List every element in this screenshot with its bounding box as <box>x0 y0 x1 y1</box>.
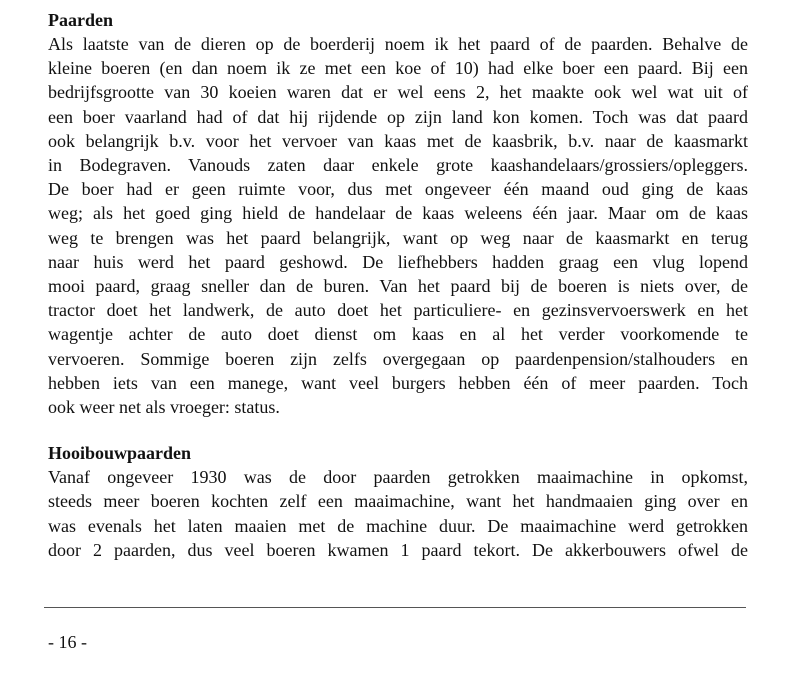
text-line: ook belangrijk b.v. voor het vervoer van kaas met de kaasbrik, b.v. naar de kaasmarkt <box>48 130 748 151</box>
section-heading-paarden: Paarden <box>48 10 113 30</box>
document-page <box>48 8 748 562</box>
page-number: - 16 - <box>48 632 87 652</box>
text-line: weg te brengen was het paard belangrijk, want op weg naar de kaasmarkt en terug <box>48 227 748 248</box>
footer-divider <box>44 607 746 608</box>
text-line: naar huis werd het paard geshowd. De liefhebbers hadden graag een vlug lopend <box>48 251 748 272</box>
text-line: een boer vaarland had of dat hij rijdende op zijn land kon komen. Toch was dat paard <box>48 106 748 127</box>
text-line: Als laatste van de dieren op de boerderij noem ik het paard of de paarden. Behalve de <box>48 34 748 54</box>
section-body-hooibouwpaarden <box>48 465 748 562</box>
text-line: vervoeren. Sommige boeren zijn zelfs overgegaan op paardenpension/stalhouders en <box>48 348 748 369</box>
text-line: De boer had er geen ruimte voor, dus met ongeveer één maand oud ging de kaas <box>48 179 748 200</box>
text-line: steeds meer boeren kochten zelf een maaimachine, want het handmaaien ging over en <box>48 491 748 512</box>
text-line: door 2 paarden, dus veel boeren kwamen 1 paard tekort. De akkerbouwers ofwel de <box>48 539 748 560</box>
text-line: tractor doet het landwerk, de auto doet het particuliere- en gezinsvervoerswerk en het <box>48 300 748 321</box>
text-line: hebben iets van een manege, want veel burgers hebben één of meer paarden. Toch <box>48 372 748 393</box>
section-spacer <box>48 419 748 441</box>
text-line: weg; als het goed ging hield de handelaar de kaas weleens één jaar. Maar om de kaas <box>48 203 748 224</box>
text-line: mooi paard, graag sneller dan de buren. Van het paard bij de boeren is niets over, de <box>48 276 748 297</box>
text-line: bedrijfsgrootte van 30 koeien waren dat er wel eens 2, het maakte ook wel wat uit of <box>48 82 748 103</box>
text-line: ook weer net als vroeger: status. <box>48 397 280 418</box>
text-line: was evenals het laten maaien met de machine duur. De maaimachine werd getrokken <box>48 515 748 536</box>
text-line: wagentje achter de auto doet dienst om kaas en al het verder voorkomende te <box>48 324 748 345</box>
text-line: in Bodegraven. Vanouds zaten daar enkele grote kaashandelaars/grossiers/opleggers. <box>48 155 748 176</box>
text-line: Vanaf ongeveer 1930 was de door paarden getrokken maaimachine in opkomst, <box>48 467 748 488</box>
section-heading-hooibouwpaarden: Hooibouwpaarden <box>48 443 192 464</box>
text-line: kleine boeren (en dan noem ik ze met een koe of 10) had elke boer een paard. Bij een <box>48 58 748 79</box>
section-body-paarden <box>48 32 748 419</box>
